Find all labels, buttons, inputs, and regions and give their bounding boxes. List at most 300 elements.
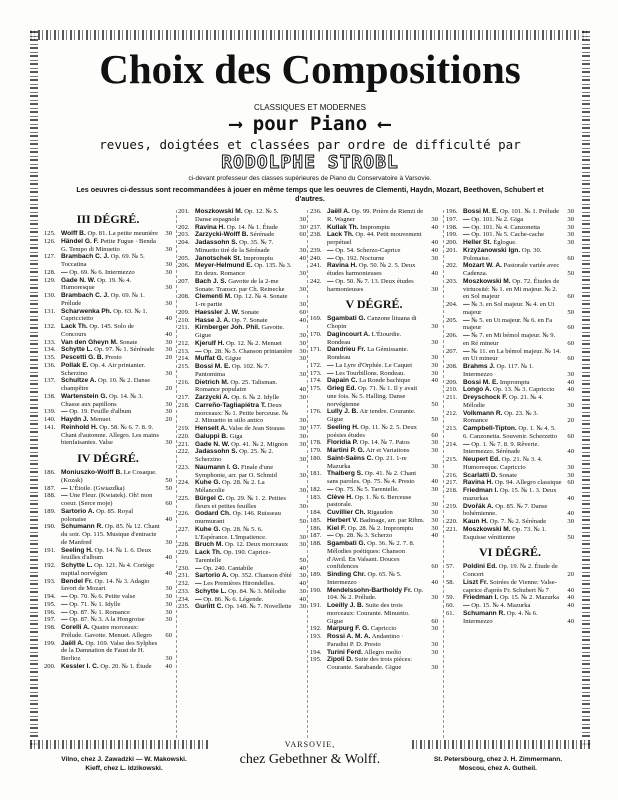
price: 40 <box>431 246 438 254</box>
price: 30 <box>299 541 306 549</box>
price: 50 <box>567 533 574 541</box>
price: 60 <box>431 431 438 439</box>
price: 20 <box>567 571 574 578</box>
composer-name: Lack Th. <box>195 549 222 556</box>
entry-number: 59. <box>446 594 455 602</box>
entry-number: 208. <box>178 293 190 301</box>
composer-name: — <box>463 215 470 223</box>
price: 20 <box>165 354 172 361</box>
entry-number: 219. <box>178 425 190 432</box>
price: 30 <box>165 268 172 276</box>
price: 30 <box>165 439 172 447</box>
catalog-entry <box>178 402 306 425</box>
work-title: Op. 84. № 3. Mélodie <box>228 587 286 595</box>
composer-name: — <box>463 602 470 609</box>
catalog-entry <box>178 572 306 580</box>
entry-number: 204. <box>446 301 458 308</box>
entry-number: 195. <box>44 600 56 608</box>
composer-name: Mozart W. A. <box>463 262 502 270</box>
price: 40 <box>431 532 438 540</box>
catalog-entry <box>310 231 438 247</box>
work-title: La Ronde bachique <box>359 377 411 385</box>
entry-number: 189. <box>310 571 322 578</box>
composer-name: Kaun H. <box>463 518 488 525</box>
price: 60 <box>567 324 574 332</box>
entry-number: 197. <box>44 616 56 624</box>
composer-name: Ravina H. <box>463 479 494 487</box>
work-title: Op. 97. № 1. Sérénade <box>94 346 155 354</box>
work-title: Impromptu <box>499 378 530 386</box>
composer-name: Gade N. W. <box>195 440 230 448</box>
catalog-entry <box>178 348 306 356</box>
work-title: Op. 23. № 3. Romance <box>463 409 539 425</box>
catalog-entry <box>446 602 574 610</box>
composer-name: Pescetti G. B. <box>61 354 104 361</box>
work-title: Menuet <box>90 416 111 423</box>
catalog-entry <box>310 633 438 649</box>
composer-name: Saint-Saëns C. <box>327 454 374 462</box>
entry-number: 200. <box>446 239 458 246</box>
work-title: Op. 35. № 7. Minuetto tiré de la Sérénade <box>195 239 274 254</box>
catalog-entry <box>178 596 306 604</box>
composer-name: Jadassohn S. <box>195 239 238 246</box>
catalog-entry <box>44 354 172 362</box>
catalog-entry <box>446 526 574 542</box>
price: 30 <box>567 370 574 378</box>
entry-number: 169. <box>310 315 322 323</box>
work-title: Op. 1. № 4. 5. 6. Canzonetta. Souvenir. Scherzetto <box>463 425 558 440</box>
composer-name: Naumann I. G. <box>195 463 240 471</box>
entry-number: 235. <box>178 603 190 611</box>
price: 60 <box>165 500 172 507</box>
composer-name: — <box>463 301 470 308</box>
work-title: Op. 13. № 3. Capriccio <box>492 386 555 394</box>
work-title: Op. 19. № 4. Humoresque <box>61 276 132 292</box>
price: 60 <box>431 563 438 571</box>
price: 60 <box>567 479 574 487</box>
entry-number: 234. <box>178 595 190 603</box>
price: 40 <box>299 595 306 603</box>
composer-name: — <box>61 600 68 608</box>
composer-name: Kuhe G. <box>195 525 221 533</box>
work-title: Petite Fugue · Benda G. Tempo di Minuetto <box>61 237 156 253</box>
entry-number: 220. <box>178 432 190 440</box>
entry-number: 196. <box>446 208 458 215</box>
composer-name: Sgambati G. <box>327 315 366 323</box>
work-title: Sonate <box>499 471 518 479</box>
work-title: Op. 1. № 6. Berceuse pastorale. <box>327 493 412 509</box>
work-title: Op. 20. № 1. Étude <box>100 662 152 670</box>
price: 30 <box>567 208 574 215</box>
work-title: Op. 14. № 3. Chasse aux papillons <box>61 392 144 408</box>
composer-name: Brahms J. <box>463 363 495 370</box>
entry-number: 179. <box>310 447 322 454</box>
catalog-entry <box>446 487 574 503</box>
work-title: Sérénade <box>250 231 275 239</box>
entry-number: 204. <box>178 239 190 246</box>
composer-name: Hasse J. A. <box>195 316 230 324</box>
entry-number: 136. <box>44 361 56 369</box>
price: 20 <box>165 385 172 392</box>
price: 40 <box>431 377 438 385</box>
catalog-entry <box>310 315 438 331</box>
left-ornament-border <box>30 30 38 745</box>
composer-name: Moszkowski M. <box>463 277 511 285</box>
composer-name: Pollak E. <box>61 361 89 369</box>
composer-name: Schytte L. <box>195 587 227 595</box>
composer-name: Scharwenka Ph. <box>61 307 112 315</box>
composer-name: Sartorio A. <box>195 572 229 580</box>
price: 40 <box>431 478 438 485</box>
catalog-entry <box>44 469 172 485</box>
catalog-entry <box>178 379 306 395</box>
work-title: Op. 63. № 1. Capriccietto <box>61 307 148 323</box>
left-arrow-ornament: ⟶ <box>229 113 253 135</box>
price: 30 <box>299 487 306 494</box>
entry-number: 196. <box>44 608 56 616</box>
work-title: Op. 28. № 5. 6. L'Espérance. L'Impatience. <box>195 525 267 541</box>
composer-name: Zarzycki-Wolff B. <box>195 231 249 239</box>
work-title: La Lyre d'Orphée. Le Caquet <box>335 361 413 369</box>
catalog-entry <box>178 317 306 325</box>
composer-name: Gade N. W. <box>61 276 96 284</box>
composer-name: — <box>327 369 334 377</box>
catalog-entry <box>310 509 438 517</box>
column-divider <box>176 210 177 738</box>
entry-number: 220. <box>446 518 458 525</box>
entry-number: 172. <box>310 361 322 369</box>
entry-number: 207. <box>446 347 458 355</box>
entry-number: 217. <box>446 479 458 487</box>
work-title: Op. 28. № 5. Chanson printanière <box>203 347 293 355</box>
catalog-entry <box>310 255 438 263</box>
entry-number: 137. <box>44 377 56 385</box>
price: 30 <box>431 594 438 602</box>
catalog-column-2 <box>178 208 306 611</box>
work-title: Op. 41. № 2. Mignon <box>231 440 288 448</box>
entry-number: 242. <box>310 277 322 285</box>
price: 30 <box>299 440 306 448</box>
composer-name: Dietrich M. <box>195 378 229 386</box>
composer-name: Sartorio A. <box>61 507 95 515</box>
work-title: Op. 240. Cantabile <box>203 564 254 572</box>
entry-number: 213. <box>446 425 458 432</box>
composer-name: Longo A. <box>463 386 492 394</box>
catalog-entry <box>178 324 306 340</box>
price: 60 <box>567 339 574 347</box>
catalog-column-3 <box>310 208 438 672</box>
price: 40 <box>567 386 574 394</box>
composer-name: — <box>61 608 68 616</box>
composer-name: — <box>327 485 334 493</box>
footer-right-line: St. Petersbourg, chez J. H. Zimmermann. <box>433 756 563 763</box>
composer-name: Ravina H. <box>195 223 226 231</box>
work-title: Op. 85. № 12. Chant du soir. Op. 115. Musique d'entracte de Manfred <box>61 523 160 546</box>
entry-number: 205. <box>446 316 458 324</box>
price: 30 <box>431 361 438 369</box>
composer-name: — <box>327 277 334 285</box>
price: 30 <box>299 270 306 277</box>
work-title: Valse de Jean Strauss <box>228 425 285 432</box>
work-title: L'Étourdie. Rondeau <box>327 330 402 346</box>
entry-number: 139. <box>44 408 56 416</box>
price: 30 <box>165 608 172 616</box>
price: 30 <box>431 215 438 223</box>
entry-number: 127. <box>44 253 56 261</box>
entry-number: 212. <box>178 339 190 347</box>
composer-name: Scarlatti D. <box>463 471 498 479</box>
work-title: Op. 25. Talisman. Romance populaire <box>195 378 278 394</box>
work-title: Suite des trois pièces: Courante. Sarabande. Gigue <box>327 656 412 671</box>
price: 30 <box>299 215 306 223</box>
work-title: Op. 101. № 4. Canzonetta <box>471 223 540 231</box>
work-title: Op. 69. № 1. Prélude <box>61 292 145 307</box>
composer-name: Van den Gheyn M. <box>61 338 118 346</box>
composer-name: — <box>463 223 470 231</box>
catalog-entry <box>178 425 306 433</box>
price: 30 <box>299 223 306 231</box>
entry-number: 138. <box>44 392 56 400</box>
composer-name: Zarzycki A. <box>195 394 230 401</box>
composer-name: Wartenstein G. <box>61 392 108 400</box>
composer-name: Schultze A. <box>61 377 97 385</box>
work-title: La Gémissante. Rondeau <box>327 346 409 361</box>
entry-number: 185. <box>310 516 322 524</box>
work-title: Op. 21. 1-re Mazurka <box>327 454 407 470</box>
catalog-entry <box>446 262 574 278</box>
entry-number: 210. <box>446 386 458 394</box>
price: 50 <box>299 518 306 525</box>
catalog-entry <box>446 301 574 317</box>
composer-name: Moszkowski M. <box>195 208 243 215</box>
price: 40 <box>299 580 306 587</box>
entry-number: 131. <box>44 307 56 315</box>
catalog-entry <box>310 494 438 510</box>
catalog-entry <box>446 386 574 394</box>
entry-number: 198. <box>446 223 458 231</box>
catalog-entry <box>44 601 172 609</box>
catalog-entry <box>446 579 574 595</box>
price: 20 <box>567 417 574 425</box>
bottom-left-ornament <box>30 740 210 749</box>
work-title: Op. 69. № 5. Toccatina <box>61 253 145 268</box>
catalog-entry <box>446 216 574 224</box>
catalog-entry <box>310 331 438 347</box>
entry-number: 212. <box>446 409 458 417</box>
catalog-entry <box>44 277 172 293</box>
catalog-entry <box>446 456 574 472</box>
footer-right-agents <box>412 755 584 773</box>
work-title: Op. 19. Feuille d'album <box>69 408 132 416</box>
work-title: Op. 44. Petit mouvement perpétuel <box>327 231 422 246</box>
price: 30 <box>431 509 438 516</box>
price: 30 <box>431 485 438 493</box>
entry-number: 189. <box>44 507 56 515</box>
composer-name: — <box>61 593 68 600</box>
composer-name: — <box>61 408 68 416</box>
footer-city: VARSOVIE, <box>284 740 336 749</box>
catalog-entry <box>310 649 438 657</box>
composer-name: Lack Th. <box>61 323 88 330</box>
catalog-entry <box>310 486 438 494</box>
catalog-entry <box>178 340 306 348</box>
composer-name: — <box>327 361 334 369</box>
entry-number: 221. <box>446 525 458 533</box>
price: 30 <box>431 354 438 361</box>
composer-name: Liszt Fr. <box>463 578 488 586</box>
entry-number: 228. <box>178 541 190 549</box>
price: 60 <box>431 617 438 625</box>
catalog-entry <box>44 485 172 493</box>
catalog-entry <box>178 580 306 588</box>
work-title: Op. 85. Royal polonaise <box>61 507 134 523</box>
price: 60 <box>567 355 574 363</box>
price: 30 <box>431 516 438 524</box>
composer-name: — <box>61 484 68 492</box>
catalog-entry <box>44 547 172 563</box>
composer-name: Sgambati G. <box>327 540 366 547</box>
work-title: Suite des trois morceaux: Courante. Minuetto. Gigue <box>327 602 410 625</box>
work-title: Op. 28. № 2. La Mélancolie <box>195 479 265 494</box>
entry-number: 194. <box>44 593 56 600</box>
composer-name: Seeling H. <box>61 546 93 554</box>
composer-name: — <box>195 580 202 587</box>
price: 30 <box>165 585 172 593</box>
work-title: Op. 30. Polonaise. <box>463 246 542 262</box>
entry-number: 198. <box>44 624 56 631</box>
catalog-column-1 <box>44 208 172 671</box>
entry-number: 209. <box>178 308 190 316</box>
entry-number: 58. <box>446 578 455 586</box>
composer-name: Händel G. F. <box>61 237 99 245</box>
work-title: Presto <box>105 354 122 361</box>
composer-name: Moniuszko-Wolff B. <box>61 469 123 476</box>
catalog-entry <box>310 540 438 571</box>
composer-name: Dandrieu Fr. <box>327 346 366 354</box>
entry-number: 231. <box>178 572 190 580</box>
catalog-entry <box>310 278 438 294</box>
composer-name: — <box>463 231 470 239</box>
composer-name: — <box>195 347 202 355</box>
price: 30 <box>299 301 306 308</box>
composer-name: — <box>61 616 68 624</box>
catalog-entry <box>446 503 574 519</box>
price: 30 <box>567 231 574 239</box>
price: 30 <box>165 338 172 346</box>
entry-number: 182. <box>310 485 322 493</box>
entry-number: 216. <box>178 378 190 386</box>
catalog-entry <box>44 393 172 409</box>
catalog-entry <box>446 441 574 457</box>
catalog-entry <box>178 588 306 596</box>
price: 60 <box>299 231 306 239</box>
entry-number: 192. <box>44 562 56 569</box>
entry-number: 190. <box>310 586 322 594</box>
revues-line: revues, doigtées et classées par ordre de difficulté par <box>99 137 521 152</box>
work-title: Op. 87. № 3. A la Hongroise <box>69 616 145 624</box>
composer-name: Corelli A. <box>61 624 90 631</box>
price: 30 <box>567 223 574 231</box>
price: 40 <box>567 594 574 602</box>
price: 40 <box>431 223 438 231</box>
work-title: Op. 58. № 6. 7. 8. 9. Chant d'automne. Allegro. Les mains bienfaisantes. Valse <box>61 423 159 447</box>
composer-name: Moszkowski M. <box>463 525 511 533</box>
bottom-right-ornament <box>412 740 590 749</box>
composer-name: Kjerulf H. <box>195 339 225 347</box>
catalog-entry <box>446 518 574 526</box>
composer-name: — <box>327 254 334 262</box>
price: 40 <box>299 386 306 394</box>
column-divider <box>443 210 444 738</box>
catalog-entry <box>44 508 172 524</box>
work-title: Op. 12. № 5. Danse espagnole <box>195 208 279 223</box>
catalog-entry <box>44 323 172 339</box>
composer-name: Loeilly J. B. <box>327 602 364 609</box>
entry-number: 221. <box>178 440 190 448</box>
composer-name: Schumann R. <box>463 609 506 617</box>
catalog-entry <box>44 377 172 393</box>
composer-name: Zipoli D. <box>327 656 354 664</box>
work-title: Op. 101. № 5. Cache-cache <box>471 231 545 239</box>
composer-name: Schumann R. <box>61 523 104 531</box>
work-title: Op. 15. № 4. Mazurka <box>471 602 531 609</box>
entry-number: 180. <box>310 454 322 462</box>
catalog-entry <box>446 208 574 216</box>
work-title: Op. 352. Chanson d'été <box>230 572 292 580</box>
right-ornament-border <box>582 30 590 745</box>
price: 30 <box>567 463 574 471</box>
catalog-entry <box>44 663 172 671</box>
price: 30 <box>165 245 172 253</box>
catalog-entry <box>310 346 438 362</box>
price: 50 <box>431 400 438 408</box>
work-title: Quatre morceaux: Prélude. Gavotte. Menuet. Allegro <box>61 624 152 639</box>
entry-number: 237. <box>310 223 322 231</box>
composer-name: Gurlitt C. <box>195 603 224 611</box>
work-title: Impromptu <box>360 223 390 231</box>
composer-name: Kullak Th. <box>327 223 359 231</box>
work-title: Op. 85. № 7. Danse bohémienne. <box>463 502 548 518</box>
price: 60 <box>165 631 172 639</box>
catalog-entry <box>44 609 172 617</box>
entry-number: 210. <box>178 316 190 324</box>
price: 60 <box>567 293 574 301</box>
work-title: № 3. en Sol majeur. № 4. en Ut majeur <box>463 301 555 316</box>
work-title: Op. 4. Air printanier. Scherzino <box>61 361 146 377</box>
catalog-entry <box>178 526 306 542</box>
catalog-entry <box>310 602 438 625</box>
work-title: Op. 15. № 2. Mazurka <box>499 594 560 602</box>
work-title: Op. 135. № 3. En deux. Romance <box>195 262 292 277</box>
entry-number: 214. <box>178 355 190 363</box>
entry-number: 226. <box>178 510 190 518</box>
entry-number: 60. <box>446 602 455 609</box>
work-title: Finale d'une Symphonie, arr. par O. Schmid <box>195 463 277 479</box>
top-ornament-border <box>30 30 590 40</box>
catalog-entry <box>178 255 306 263</box>
work-title: Sonate <box>119 338 138 346</box>
entry-number: 239. <box>310 246 322 254</box>
recommendation-note: Les oeuvres ci-dessus sont recommandées à jouer en même temps que les oeuvres de Clementi, Haydn, Mozart, Beethoven, Schubert et d'autres. <box>76 185 544 203</box>
price: 40 <box>165 569 172 577</box>
work-title: Op. 41. № 2. Chant sans paroles. Op. 75. № 4. Presto <box>327 470 417 485</box>
price: 30 <box>299 432 306 440</box>
work-title: Églogue. <box>493 239 517 246</box>
price: 30 <box>299 572 306 580</box>
composer-name: Bendel Fr. <box>61 577 93 585</box>
entry-number: 205. <box>178 254 190 262</box>
composer-name: Dvořák A. <box>463 502 494 510</box>
